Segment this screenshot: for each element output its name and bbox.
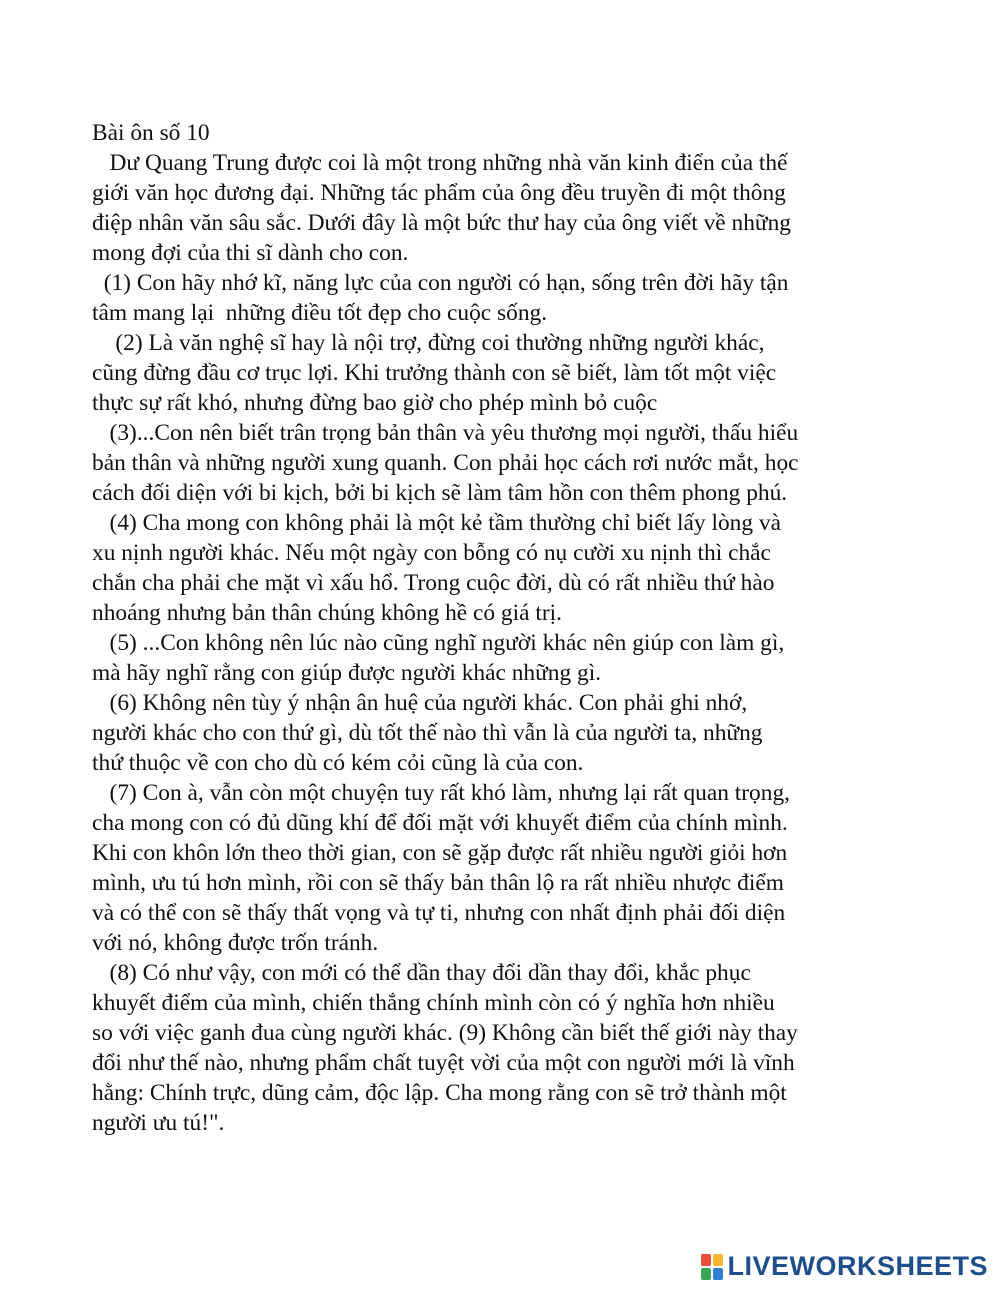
text-line: giới văn học đương đại. Những tác phẩm của ông đều truyền đi một thông [92, 180, 786, 206]
text-line: Dư Quang Trung được coi là một trong những nhà văn kinh điển của thế [92, 150, 788, 176]
text-line: thực sự rất khó, nhưng đừng bao giờ cho phép mình bỏ cuộc [92, 390, 658, 416]
text-line: cách đối diện với bi kịch, bởi bi kịch sẽ làm tâm hồn con thêm phong phú. [92, 480, 788, 506]
logo-square-3 [701, 1268, 711, 1280]
text-line: hằng: Chính trực, dũng cảm, độc lập. Cha mong rằng con sẽ trở thành một [92, 1080, 787, 1106]
text-line: người ưu tú!". [92, 1110, 225, 1136]
logo-square-2 [713, 1254, 723, 1266]
logo-text: LIVEWORKSHEETS [727, 1251, 988, 1281]
text-line: xu nịnh người khác. Nếu một ngày con bỗng có nụ cười xu nịnh thì chắc [92, 540, 771, 566]
logo-square-1 [701, 1254, 711, 1266]
text-line: với nó, không được trốn tránh. [92, 930, 379, 956]
logo-square-4 [713, 1268, 723, 1280]
document-body [92, 118, 892, 1138]
text-line: so với việc ganh đua cùng người khác. (9) Không cần biết thế giới này thay [92, 1020, 798, 1046]
text-line: (2) Là văn nghệ sĩ hay là nội trợ, đừng coi thường những người khác, [92, 330, 765, 356]
text-line: (8) Có như vậy, con mới có thể dần thay đổi dần thay đổi, khắc phục [92, 960, 751, 986]
text-line: (1) Con hãy nhớ kĩ, năng lực của con người có hạn, sống trên đời hãy tận [92, 270, 789, 296]
text-line: (4) Cha mong con không phải là một kẻ tầm thường chỉ biết lấy lòng và [92, 510, 781, 536]
document-title: Bài ôn số 10 [92, 120, 210, 146]
text-line: (5) ...Con không nên lúc nào cũng nghĩ người khác nên giúp con làm gì, [92, 630, 785, 656]
text-line: mình, ưu tú hơn mình, rồi con sẽ thấy bản thân lộ ra rất nhiều nhược điểm [92, 870, 784, 896]
text-line: (6) Không nên tùy ý nhận ân huệ của người khác. Con phải ghi nhớ, [92, 690, 748, 716]
text-line: Khi con khôn lớn theo thời gian, con sẽ gặp được rất nhiều người giỏi hơn [92, 840, 788, 866]
text-line: (3)...Con nên biết trân trọng bản thân và yêu thương mọi người, thấu hiểu [92, 420, 799, 446]
text-line: tâm mang lại những điều tốt đẹp cho cuộc sống. [92, 300, 548, 326]
text-line: cũng đừng đầu cơ trục lợi. Khi trưởng thành con sẽ biết, làm tốt một việc [92, 360, 777, 386]
text-line: chắn cha phải che mặt vì xấu hổ. Trong cuộc đời, dù có rất nhiều thứ hào [92, 570, 775, 596]
text-line: nhoáng nhưng bản thân chúng không hề có giá trị. [92, 600, 562, 626]
text-line: khuyết điểm của mình, chiến thắng chính mình còn có ý nghĩa hơn nhiều [92, 990, 775, 1016]
text-line: thứ thuộc về con cho dù có kém cỏi cũng là của con. [92, 750, 584, 776]
text-line: mà hãy nghĩ rằng con giúp được người khác những gì. [92, 660, 602, 686]
text-line: người khác cho con thứ gì, dù tốt thế nào thì vẫn là của người ta, những [92, 720, 763, 746]
liveworksheets-logo[interactable] [701, 1251, 988, 1282]
text-line: (7) Con à, vẫn còn một chuyện tuy rất khó làm, nhưng lại rất quan trọng, [92, 780, 790, 806]
text-line: mong đợi của thi sĩ dành cho con. [92, 240, 409, 266]
text-line: đổi như thế nào, nhưng phẩm chất tuyệt vời của một con người mới là vĩnh [92, 1050, 795, 1076]
text-line: và có thể con sẽ thấy thất vọng và tự ti, nhưng con nhất định phải đối diện [92, 900, 786, 926]
liveworksheets-logo-icon [701, 1254, 723, 1280]
text-line: bản thân và những người xung quanh. Con phải học cách rơi nước mắt, học [92, 450, 799, 476]
text-line: điệp nhân văn sâu sắc. Dưới đây là một bức thư hay của ông viết về những [92, 210, 792, 236]
text-line: cha mong con có đủ dũng khí để đối mặt với khuyết điểm của chính mình. [92, 810, 788, 836]
